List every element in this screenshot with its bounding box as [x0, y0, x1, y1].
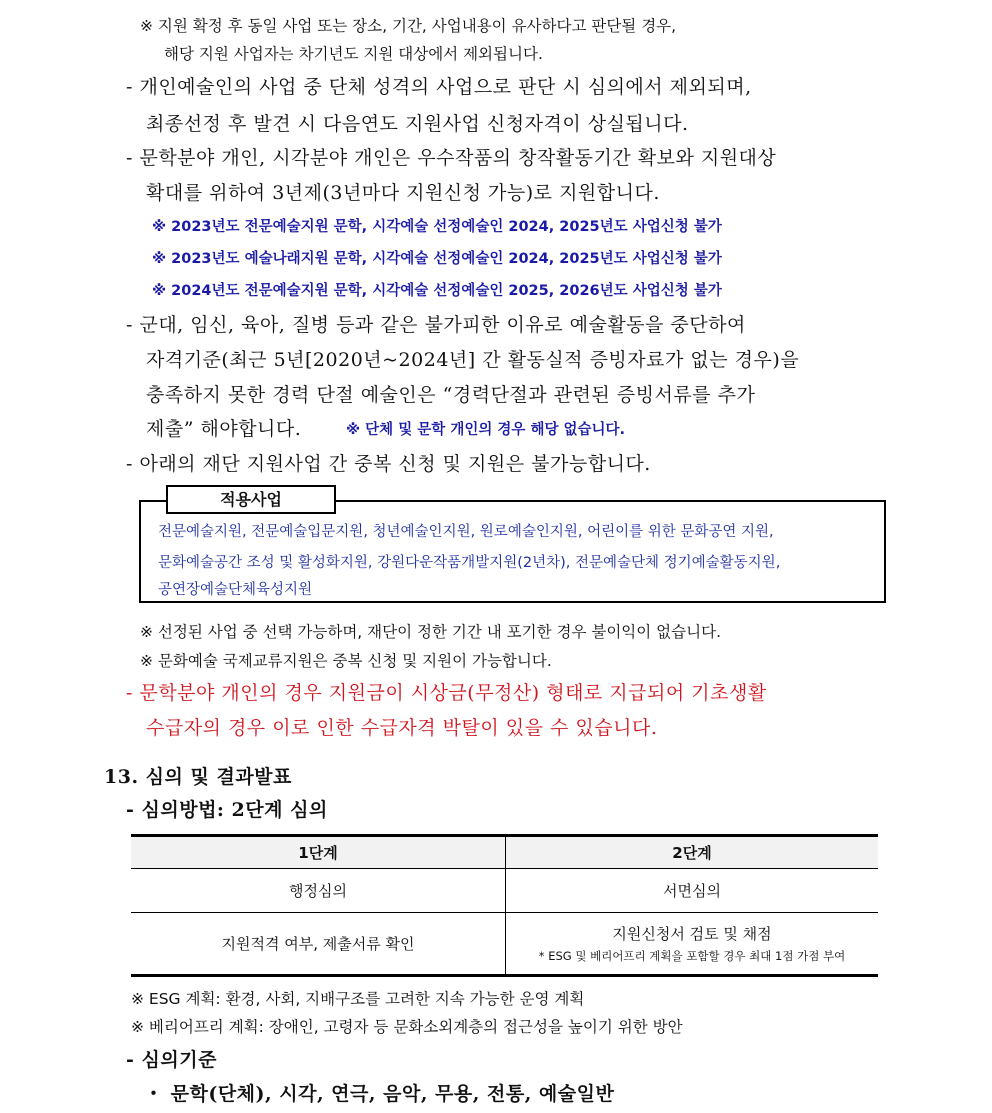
bullet-group-nature-line2: 최종선정 후 발견 시 다음연도 지원사업 신청자격이 상실됩니다. [146, 113, 689, 135]
bullet-career-break-line1: - 군대, 임신, 육아, 질병 등과 같은 불가피한 이유로 예술활동을 중단하여 [126, 314, 746, 336]
review-stages-table [131, 834, 878, 977]
bullet-group-nature-line1: - 개인예술인의 사업 중 단체 성격의 사업으로 판단 시 심의에서 제외되며, [126, 76, 752, 98]
bullet-career-break-line3: 충족하지 못한 경력 단절 예술인은 “경력단절과 관련된 증빙서류를 추가 [146, 384, 756, 406]
blue-note-1: ※ 2023년도 전문예술지원 문학, 시각예술 선정예술인 2024, 2025년도 사업신청 불가 [152, 219, 722, 235]
table-row [131, 913, 878, 976]
scoring-bonus-note: * ESG 및 베리어프리 계획을 포함할 경우 최대 1점 가점 부여 [538, 949, 846, 963]
criteria-fields-item: ・ 문학(단체), 시각, 연극, 음악, 무용, 전통, 예술일반 [144, 1083, 615, 1105]
review-criteria: - 심의기준 [126, 1049, 217, 1071]
applicable-programs-label: 적용사업 [166, 485, 336, 514]
bullet-three-year-line1: - 문학분야 개인, 시각분야 개인은 우수작품의 창작활동기간 확보와 지원대상 [126, 147, 777, 169]
table-header-stage-2: 2단계 [506, 836, 879, 869]
red-warning-line1: - 문학분야 개인의 경우 지원금이 시상금(무정산) 형태로 지급되어 기초생활 [126, 682, 767, 704]
table-cell-admin-review: 행정심의 [131, 869, 506, 913]
bullet-career-break-line2: 자격기준(최근 5년[2020년~2024년] 간 활동실적 증빙자료가 없는 경우)을 [146, 349, 800, 371]
blue-note-2: ※ 2023년도 예술나래지원 문학, 시각예술 선정예술인 2024, 2025년도 사업신청 불가 [152, 251, 722, 267]
red-warning-line2: 수급자의 경우 이로 인한 수급자격 박탈이 있을 수 있습니다. [146, 717, 658, 739]
bullet-three-year-line2: 확대를 위하여 3년제(3년마다 지원신청 가능)로 지원합니다. [146, 182, 660, 204]
scoring-text: 지원신청서 검토 및 채점 [612, 925, 772, 943]
note-selection-choice: ※ 선정된 사업 중 선택 가능하며, 재단이 정한 기간 내 포기한 경우 불이익이 없습니다. [140, 623, 722, 641]
note-exclusion-line1: ※ 지원 확정 후 동일 사업 또는 장소, 기간, 사업내용이 유사하다고 판단될 경우, [140, 17, 677, 35]
table-header-stage-1: 1단계 [131, 836, 506, 869]
table-row [131, 869, 878, 913]
barrier-free-note: ※ 베리어프리 계획: 장애인, 고령자 등 문화소외계층의 접근성을 높이기 위한 방안 [131, 1018, 683, 1036]
career-break-note: ※ 단체 및 문학 개인의 경우 해당 없습니다. [346, 422, 626, 438]
blue-note-3: ※ 2024년도 전문예술지원 문학, 시각예술 선정예술인 2025, 2026년도 사업신청 불가 [152, 283, 722, 299]
esg-note: ※ ESG 계획: 환경, 사회, 지배구조를 고려한 지속 가능한 운영 계획 [131, 990, 585, 1008]
applicable-programs-line3: 공연장예술단체육성지원 [158, 582, 313, 598]
table-cell-document-review: 서면심의 [506, 869, 879, 913]
review-method: - 심의방법: 2단계 심의 [126, 799, 328, 821]
note-exclusion-line2: 해당 지원 사업자는 차기년도 지원 대상에서 제외됩니다. [164, 45, 543, 63]
table-header-row [131, 836, 878, 869]
applicable-programs-line2: 문화예술공간 조성 및 활성화지원, 강원다운작품개발지원(2년차), 전문예술단체 정기예술활동지원, [158, 555, 781, 571]
note-international-exchange: ※ 문화예술 국제교류지원은 중복 신청 및 지원이 가능합니다. [140, 652, 552, 670]
bullet-career-break-line4: 제출” 해야합니다. [146, 418, 302, 440]
applicable-programs-line1: 전문예술지원, 전문예술입문지원, 청년예술인지원, 원로예술인지원, 어린이를 위한 문화공연 지원, [158, 524, 774, 540]
bullet-duplicate-application: - 아래의 재단 지원사업 간 중복 신청 및 지원은 불가능합니다. [126, 453, 651, 475]
table-cell-eligibility-check: 지원적격 여부, 제출서류 확인 [131, 913, 506, 976]
table-cell-scoring [506, 913, 879, 976]
section-13-heading: 13. 심의 및 결과발표 [104, 766, 292, 788]
